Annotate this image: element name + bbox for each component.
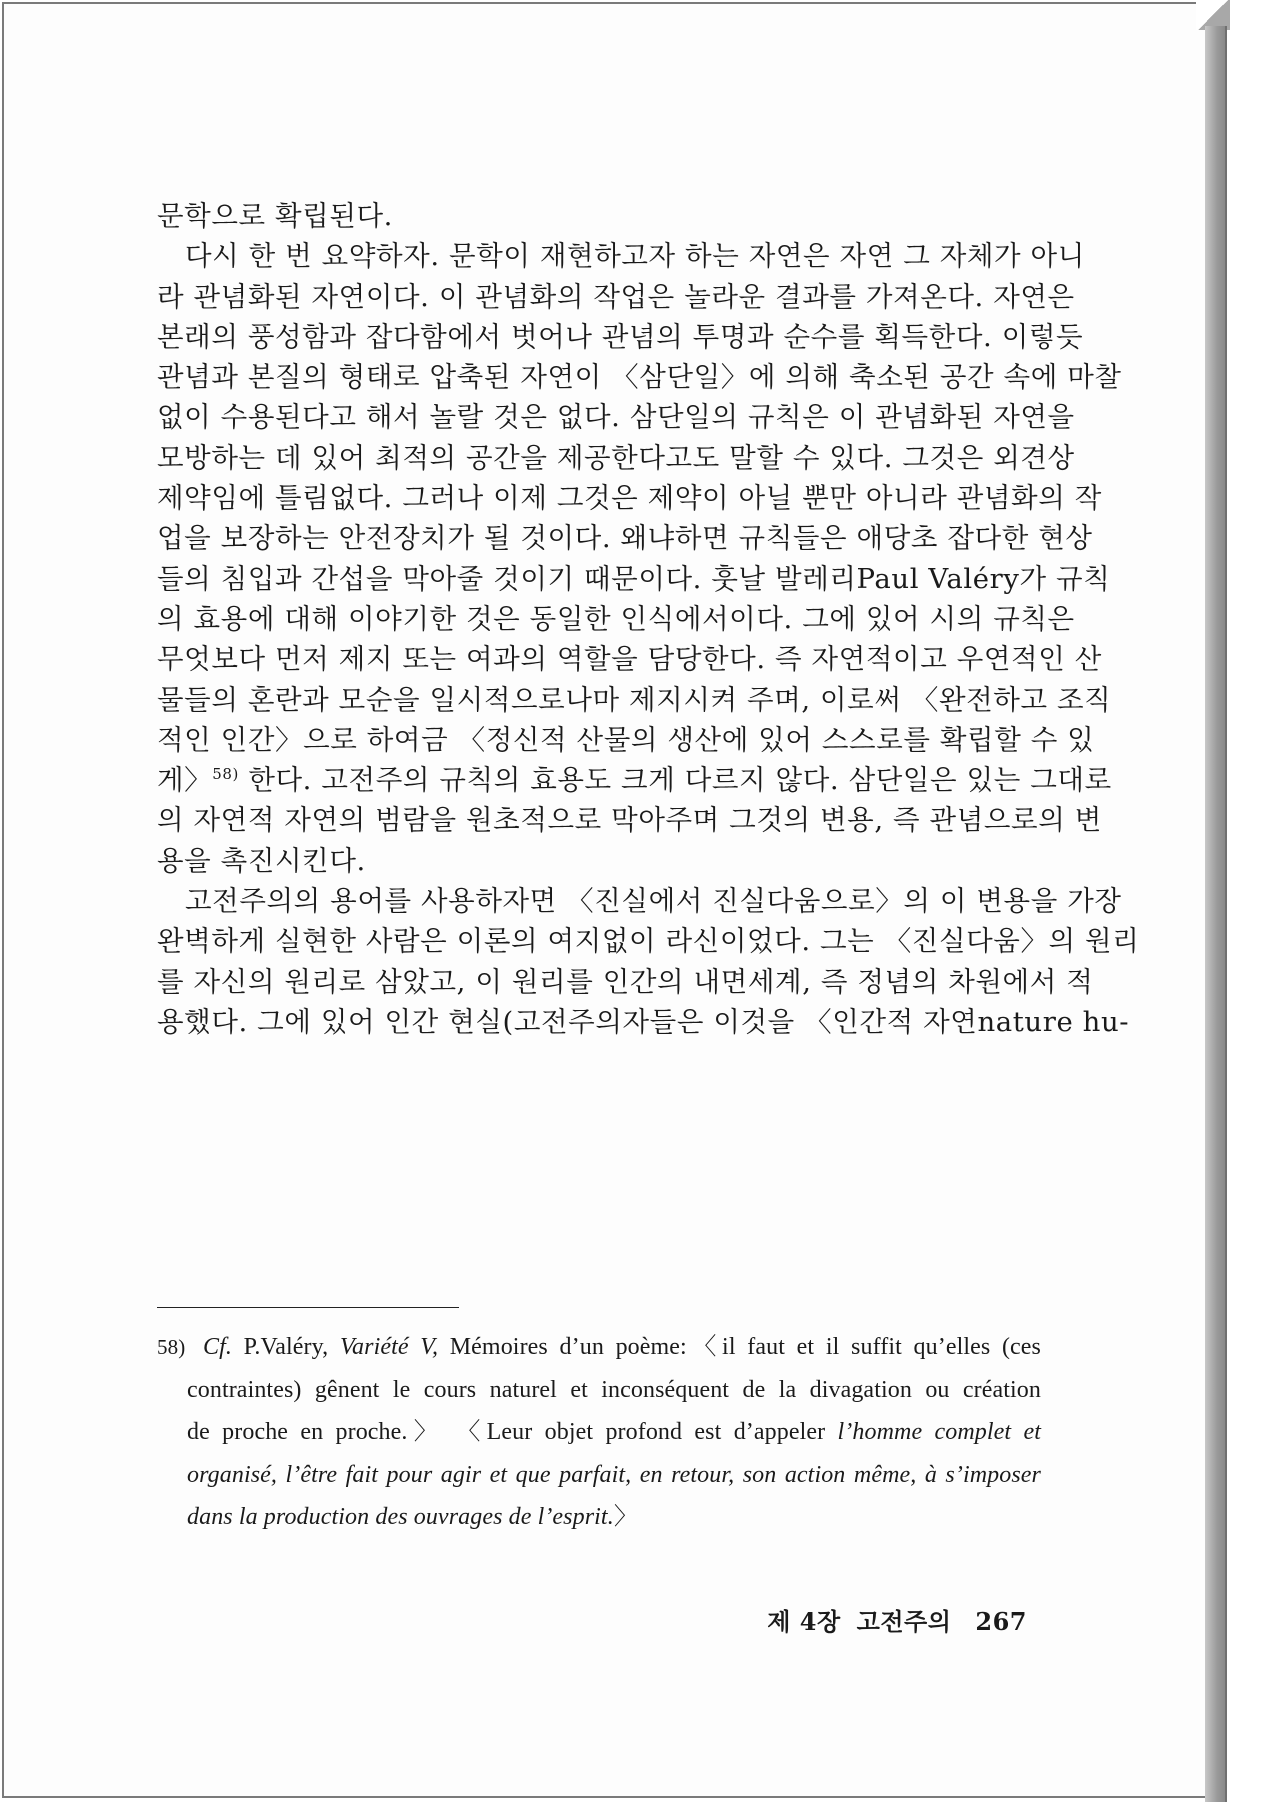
text-line: 의 자연적 자연의 범람을 원초적으로 막아주며 그것의 변용, 즉 관념으로의 변: [157, 804, 1102, 837]
footnote-number: 58): [157, 1335, 186, 1359]
text-line: 문학으로 확립된다.: [157, 200, 394, 232]
text-line: 고전주의의 용어를 사용하자면 〈진실에서 진실다움으로〉의 이 변용을 가장: [185, 885, 1122, 918]
footnote-line: contraintes) gênent le cours naturel et inconséquent de la divagation ou création: [187, 1376, 1041, 1403]
footnote-line: [157, 1496, 1041, 1539]
page-edge-shadow: [1205, 26, 1227, 1802]
footnote-line: organisé, l’être fait pour agir et que parfait, en retour, son action même, à s’imposer: [187, 1461, 1041, 1488]
footnote-work-title: Variété V,: [339, 1334, 439, 1360]
text-line: 물들의 혼란과 모순을 일시적으로나마 제지시켜 주며, 이로써 〈완전하고 조직: [157, 683, 1112, 716]
text-line: 모방하는 데 있어 최적의 공간을 제공한다고도 말할 수 있다. 그것은 외견상: [157, 441, 1075, 474]
text-line: [157, 760, 1112, 800]
text-line: 관념과 본질의 형태로 압축된 자연이 〈삼단일〉에 의해 축소된 공간 속에 마찰: [157, 361, 1122, 394]
footnote-quote-italic: dans la production des ouvrages de l’esprit.: [187, 1504, 614, 1530]
text-line: 제약임에 틀림없다. 그러나 이제 그것은 제약이 아닐 뿐만 아니라 관념화의 작: [157, 482, 1102, 515]
footnote-text: 〉: [613, 1504, 638, 1530]
footnote-separator: [157, 1307, 459, 1308]
text-line: 라 관념화된 자연이다. 이 관념화의 작업은 놀라운 결과를 가져온다. 자연은: [157, 280, 1075, 313]
body-text: [157, 196, 1140, 1042]
text-fragment: 한다. 고전주의 규칙의 효용도 크게 다르지 않다. 삼단일은 있는 그대로: [239, 764, 1112, 797]
footnote-reference[interactable]: 58): [212, 765, 240, 784]
footnote-quote-italic: l’homme complet et: [837, 1419, 1041, 1445]
text-line: 를 자신의 원리로 삼았고, 이 원리를 인간의 내면세계, 즉 정념의 차원에서 적: [157, 965, 1094, 998]
footnote-cf: Cf.: [202, 1334, 232, 1360]
footnote-text: P.Valéry,: [231, 1334, 340, 1360]
footnote-58: [157, 1326, 1041, 1539]
text-line: 무엇보다 먼저 제지 또는 여과의 역할을 담당한다. 즉 자연적이고 우연적인 산: [157, 643, 1102, 676]
text-line: 본래의 풍성함과 잡다함에서 벗어나 관념의 투명과 순수를 획득한다. 이렇듯: [157, 320, 1084, 353]
text-line: 용했다. 그에 있어 인간 현실(고전주의자들은 이것을 〈인간적 자연nature hu-: [157, 1005, 1130, 1038]
footnote-text: Mémoires d’un poème:〈il faut et il suffit qu’elles (ces: [438, 1334, 1041, 1360]
text-line: 용을 촉진시킨다.: [157, 844, 366, 877]
footnote-line: [157, 1326, 1041, 1369]
chapter-label: 제 4장: [767, 1607, 841, 1636]
text-line: 업을 보장하는 안전장치가 될 것이다. 왜냐하면 규칙들은 애당초 잡다한 현상: [157, 522, 1093, 555]
running-footer: [767, 1602, 1027, 1637]
footnote-line: [157, 1411, 1041, 1454]
page-number: 267: [975, 1607, 1027, 1636]
text-line: 완벽하게 실현한 사람은 이론의 여지없이 라신이었다. 그는 〈진실다움〉의 원리: [157, 925, 1140, 958]
text-fragment: 게〉: [157, 764, 213, 797]
footnote-text: de proche en proche.〉 〈Leur objet profond est d’appeler: [187, 1419, 838, 1445]
text-line: 적인 인간〉으로 하여금 〈정신적 산물의 생산에 있어 스스로를 확립할 수 있: [157, 723, 1095, 756]
text-line: 없이 수용된다고 해서 놀랄 것은 없다. 삼단일의 규칙은 이 관념화된 자연을: [157, 401, 1075, 434]
text-line: 의 효용에 대해 이야기한 것은 동일한 인식에서이다. 그에 있어 시의 규칙은: [157, 602, 1075, 635]
text-line: 다시 한 번 요약하자. 문학이 재현하고자 하는 자연은 자연 그 자체가 아니: [185, 240, 1085, 273]
chapter-title: 고전주의: [856, 1607, 952, 1636]
text-line: 들의 침입과 간섭을 막아줄 것이기 때문이다. 훗날 발레리Paul Valéry가 규칙: [157, 562, 1111, 595]
